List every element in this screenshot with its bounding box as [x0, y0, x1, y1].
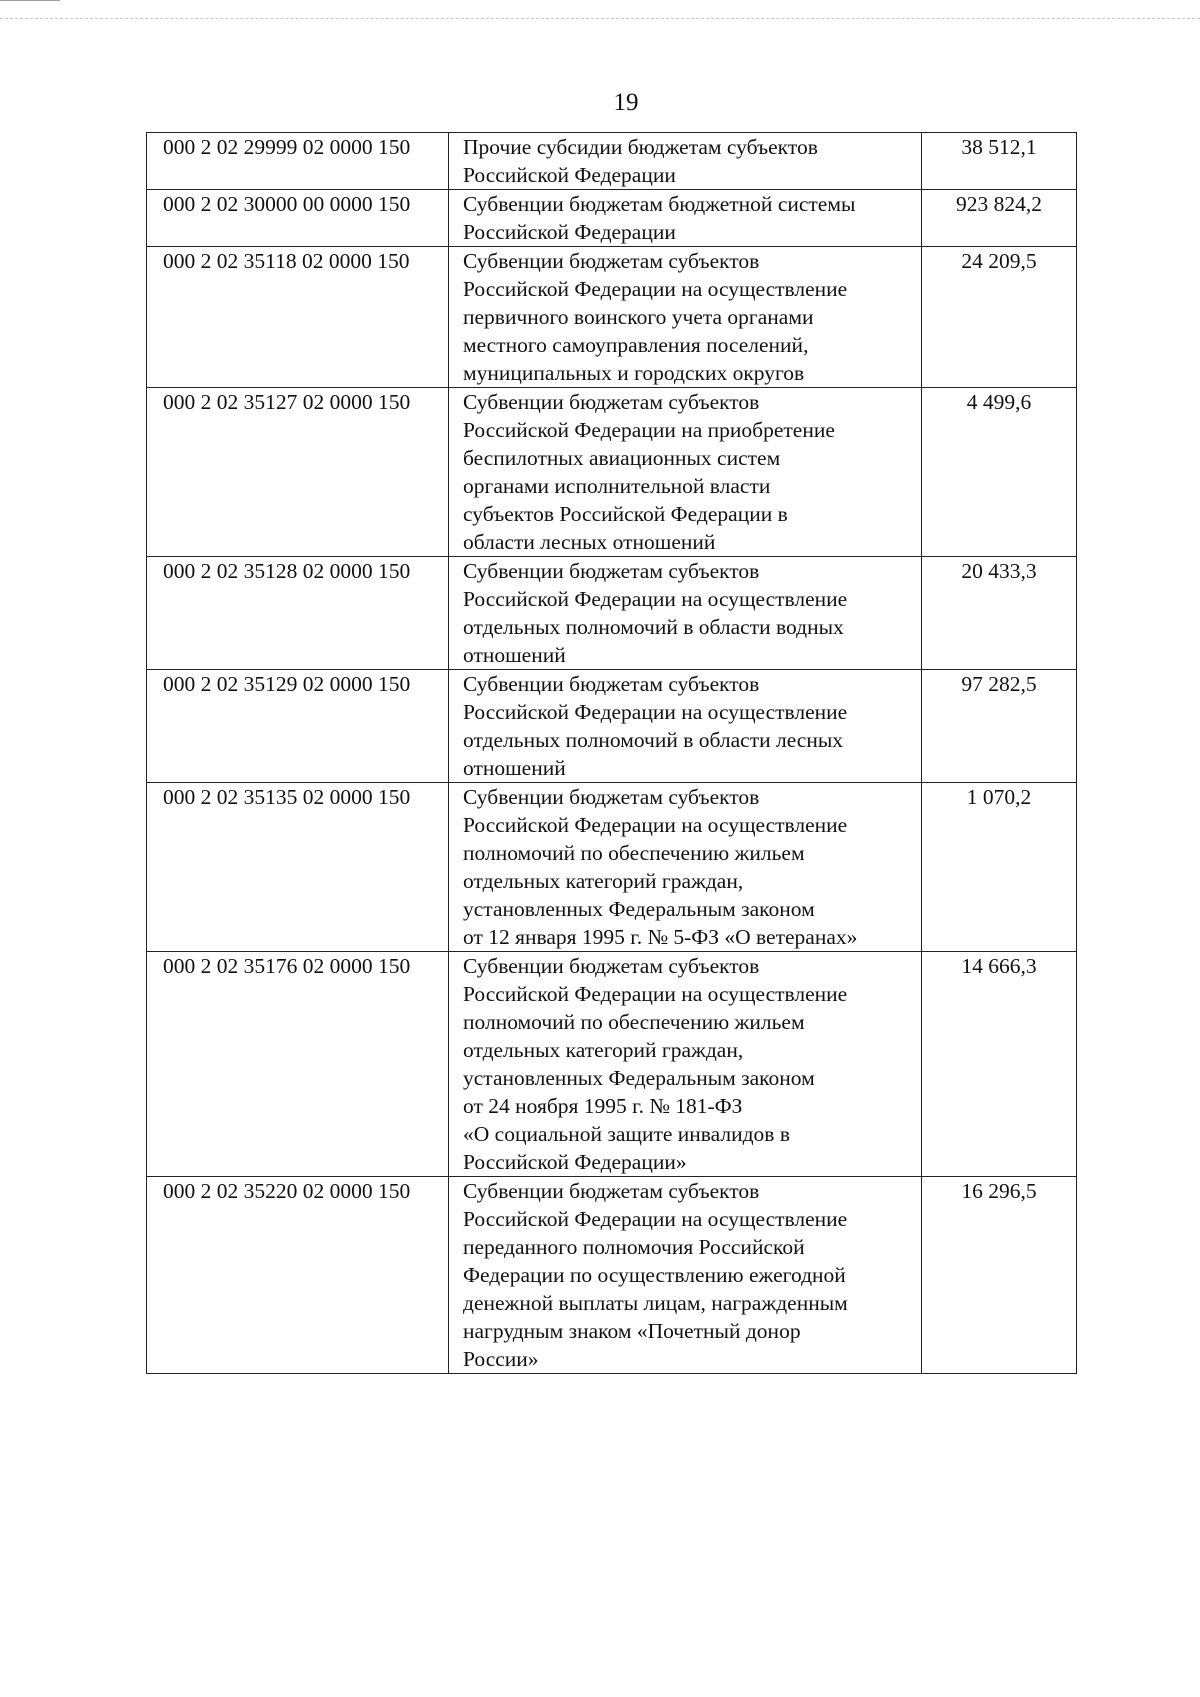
amount-cell: 1 070,2 — [922, 783, 1077, 952]
table-row — [147, 952, 1077, 1177]
budget-code-cell: 000 2 02 35128 02 0000 150 — [147, 557, 449, 670]
table-row — [147, 670, 1077, 783]
revenue-name-cell: Субвенции бюджетам субъектов Российской Федерации на осуществление отдельных полномочий в области лесных отношений — [449, 670, 922, 783]
table-row — [147, 1177, 1077, 1374]
budget-code-cell: 000 2 02 35129 02 0000 150 — [147, 670, 449, 783]
budget-code-cell: 000 2 02 35176 02 0000 150 — [147, 952, 449, 1177]
amount-cell: 4 499,6 — [922, 388, 1077, 557]
budget-code-cell: 000 2 02 35118 02 0000 150 — [147, 247, 449, 388]
scan-edge-mark — [0, 0, 60, 1]
revenue-name-cell: Прочие субсидии бюджетам субъектов Российской Федерации — [449, 133, 922, 190]
amount-cell: 16 296,5 — [922, 1177, 1077, 1374]
budget-code-cell: 000 2 02 35135 02 0000 150 — [147, 783, 449, 952]
amount-cell: 14 666,3 — [922, 952, 1077, 1177]
table-row — [147, 783, 1077, 952]
revenue-name-cell: Субвенции бюджетам субъектов Российской Федерации на осуществление переданного полномочия Российской Федерации по осуществлению ежегодной денежной выплаты лицам, награжденным нагрудным знаком «Почетный донор России» — [449, 1177, 922, 1374]
budget-code-cell: 000 2 02 30000 00 0000 150 — [147, 190, 449, 247]
revenue-name-cell: Субвенции бюджетам субъектов Российской Федерации на осуществление первичного воинского учета органами местного самоуправления поселений, муниципальных и городских округов — [449, 247, 922, 388]
budget-code-cell: 000 2 02 35127 02 0000 150 — [147, 388, 449, 557]
table-row — [147, 388, 1077, 557]
amount-cell: 20 433,3 — [922, 557, 1077, 670]
budget-code-cell: 000 2 02 35220 02 0000 150 — [147, 1177, 449, 1374]
revenue-name-cell: Субвенции бюджетам бюджетной системы Российской Федерации — [449, 190, 922, 247]
revenue-name-cell: Субвенции бюджетам субъектов Российской Федерации на осуществление отдельных полномочий в области водных отношений — [449, 557, 922, 670]
amount-cell: 97 282,5 — [922, 670, 1077, 783]
amount-cell: 24 209,5 — [922, 247, 1077, 388]
budget-code-cell: 000 2 02 29999 02 0000 150 — [147, 133, 449, 190]
revenue-name-cell: Субвенции бюджетам субъектов Российской Федерации на осуществление полномочий по обеспечению жильем отдельных категорий граждан, установленных Федеральным законом от 24 ноября 1995 г. № 181-ФЗ «О социальной защите инвалидов в Российской Федерации» — [449, 952, 922, 1177]
amount-cell: 38 512,1 — [922, 133, 1077, 190]
table-row — [147, 557, 1077, 670]
budget-revenue-table — [146, 132, 1077, 1374]
page-number: 19 — [613, 89, 639, 116]
revenue-name-cell: Субвенции бюджетам субъектов Российской Федерации на осуществление полномочий по обеспечению жильем отдельных категорий граждан, установленных Федеральным законом от 12 января 1995 г. № 5-ФЗ «О ветеранах» — [449, 783, 922, 952]
table-row — [147, 133, 1077, 190]
scan-edge-line — [0, 18, 1200, 19]
revenue-name-cell: Субвенции бюджетам субъектов Российской Федерации на приобретение беспилотных авиационных систем органами исполнительной власти субъектов Российской Федерации в области лесных отношений — [449, 388, 922, 557]
amount-cell: 923 824,2 — [922, 190, 1077, 247]
table-row — [147, 190, 1077, 247]
table-row — [147, 247, 1077, 388]
